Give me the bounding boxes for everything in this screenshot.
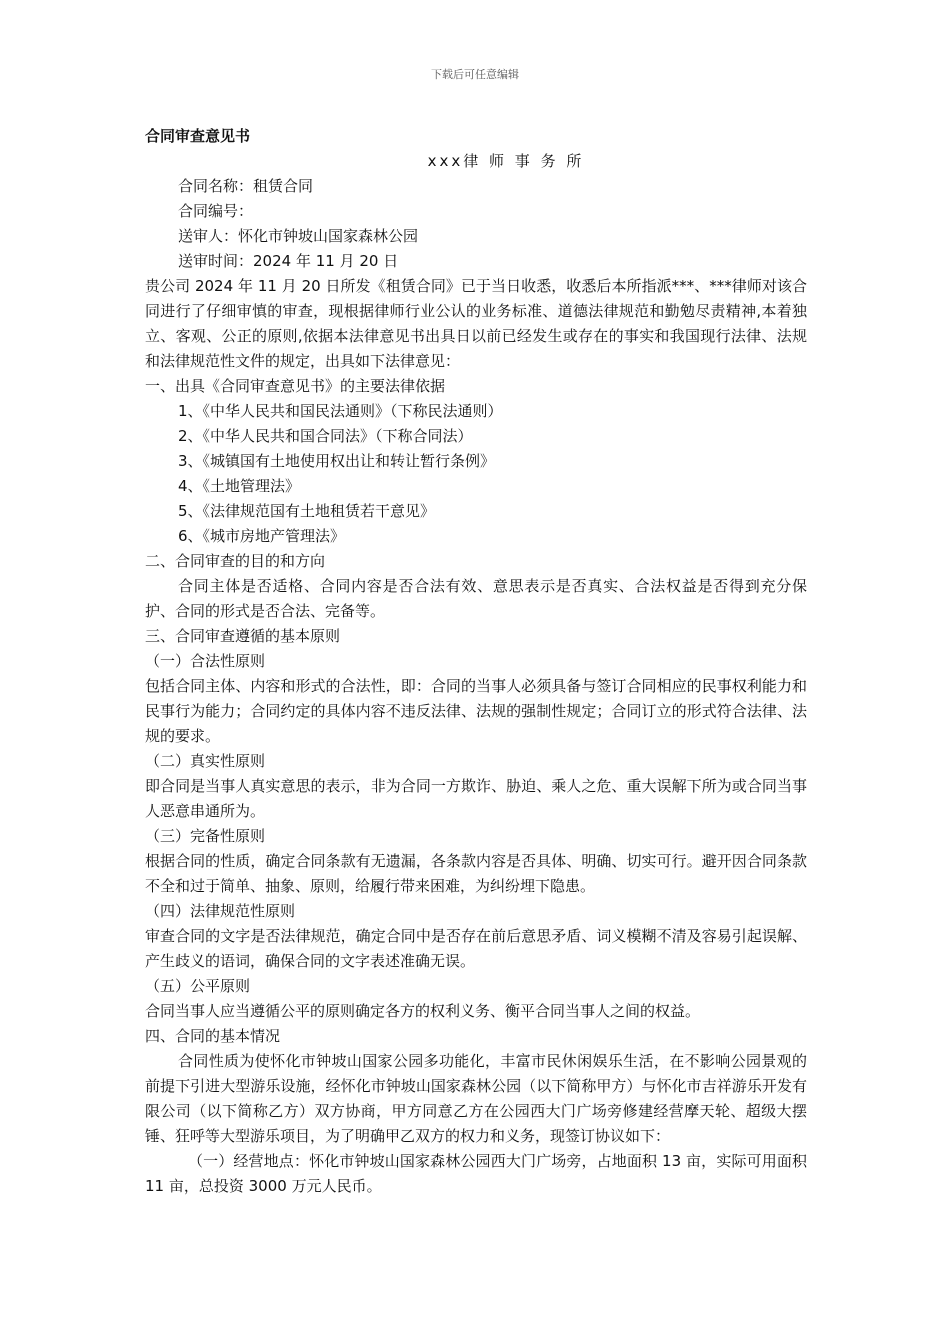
legal-basis-item: 2、《中华人民共和国合同法》（下称合同法） — [178, 427, 473, 445]
intro-paragraph: 贵公司 2024 年 11 月 20 日所发《租赁合同》已于当日收悉，收悉后本所指派***、***律师对该合同进行了仔细审慎的审查，现根据律师行业公认的业务标准、道德法律规范和勤勉尽责精神,本着独立、客观、公正的原则,依据本法律意见书出具日以前已经发生或存在的事实和我国现行法律、法规和法律规范性文件的规定，出具如下法律意见： — [145, 277, 807, 370]
legal-basis-item: 1、《中华人民共和国民法通则》（下称民法通则） — [178, 402, 503, 420]
document-body — [145, 124, 807, 1199]
page-header-note: 下载后可任意编辑 — [431, 68, 519, 81]
legal-basis-item: 5、《法律规范国有土地租赁若干意见》 — [178, 502, 436, 520]
section-4-item-1: （一）经营地点：怀化市钟坡山国家森林公园西大门广场旁，占地面积 13 亩，实际可用面积 11 亩，总投资 3000 万元人民币。 — [145, 1152, 807, 1195]
principle-title: （五）公平原则 — [145, 977, 251, 995]
document-title: 合同审查意见书 — [145, 127, 251, 145]
submit-time: 送审时间：2024 年 11 月 20 日 — [178, 252, 399, 270]
legal-basis-item: 3、《城镇国有土地使用权出让和转让暂行条例》 — [178, 452, 496, 470]
principle-text: 包括合同主体、内容和形式的合法性，即：合同的当事人必须具备与签订合同相应的民事权利能力和民事行为能力；合同约定的具体内容不违反法律、法规的强制性规定；合同订立的形式符合法律、法规的要求。 — [145, 677, 807, 745]
legal-basis-item: 4、《土地管理法》 — [178, 477, 301, 495]
principle-text: 根据合同的性质，确定合同条款有无遗漏，各条款内容是否具体、明确、切实可行。避开因合同条款不全和过于简单、抽象、原则，给履行带来困难，为纠纷埋下隐患。 — [145, 852, 807, 895]
principle-title: （四）法律规范性原则 — [145, 902, 296, 920]
legal-basis-item: 6、《城市房地产管理法》 — [178, 527, 346, 545]
principle-title: （二）真实性原则 — [145, 752, 266, 770]
submitter: 送审人：怀化市钟坡山国家森林公园 — [178, 227, 419, 245]
principle-title: （一）合法性原则 — [145, 652, 266, 670]
contract-name: 合同名称：租赁合同 — [178, 177, 314, 195]
section-2-text: 合同主体是否适格、合同内容是否合法有效、意思表示是否真实、合法权益是否得到充分保护、合同的形式是否合法、完备等。 — [145, 577, 807, 620]
law-firm-name: xxx律 师 事 务 所 — [427, 152, 585, 170]
principle-text: 即合同是当事人真实意思的表示，非为合同一方欺诈、胁迫、乘人之危、重大误解下所为或合同当事人恶意串通所为。 — [145, 777, 807, 820]
section-1-heading: 一、出具《合同审查意见书》的主要法律依据 — [145, 377, 446, 395]
section-4-text: 合同性质为使怀化市钟坡山国家公园多功能化，丰富市民休闲娱乐生活，在不影响公园景观的前提下引进大型游乐设施，经怀化市钟坡山国家森林公园（以下简称甲方）与怀化市吉祥游乐开发有限公司（以下简称乙方）双方协商，甲方同意乙方在公园西大门广场旁修建经营摩天轮、超级大摆锤、狂呼等大型游乐项目，为了明确甲乙双方的权力和义务，现签订协议如下： — [145, 1052, 807, 1145]
principle-text: 审查合同的文字是否法律规范，确定合同中是否存在前后意思矛盾、词义模糊不清及容易引起误解、产生歧义的语词，确保合同的文字表述准确无误。 — [145, 927, 807, 970]
principle-text: 合同当事人应当遵循公平的原则确定各方的权利义务、衡平合同当事人之间的权益。 — [145, 1002, 701, 1020]
contract-number: 合同编号： — [178, 202, 254, 220]
principle-title: （三）完备性原则 — [145, 827, 266, 845]
section-4-heading: 四、合同的基本情况 — [145, 1027, 281, 1045]
section-2-heading: 二、合同审查的目的和方向 — [145, 552, 326, 570]
section-3-heading: 三、合同审查遵循的基本原则 — [145, 627, 341, 645]
